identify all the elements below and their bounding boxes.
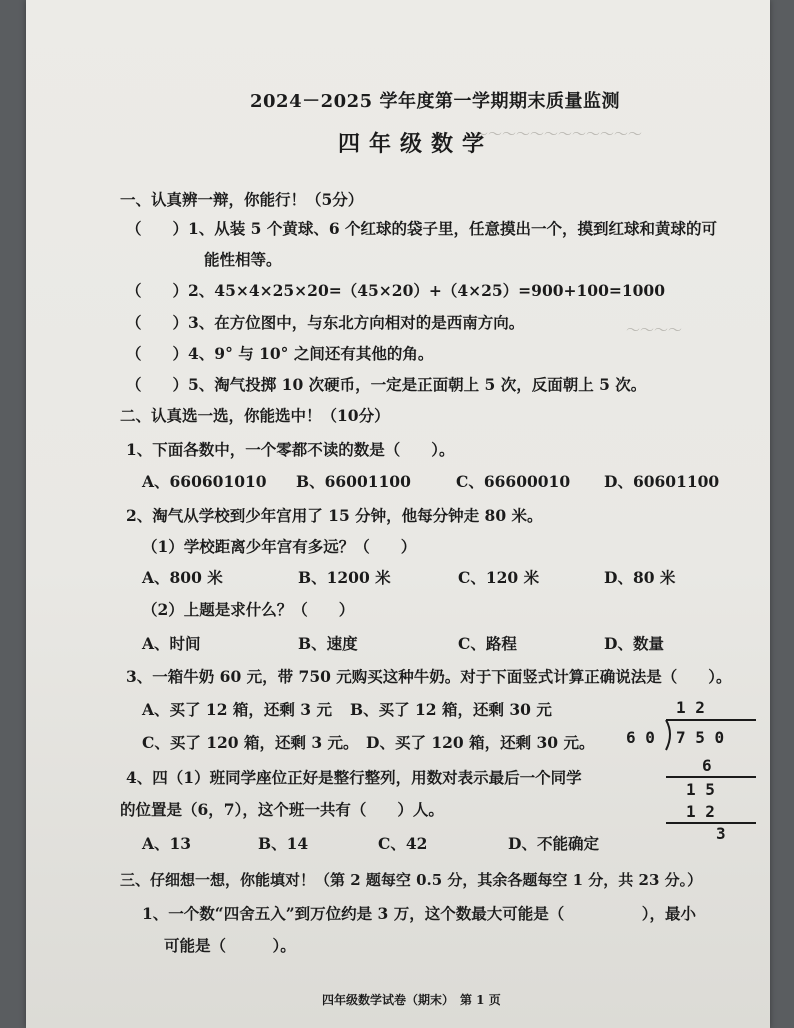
s2-q3-option-d: D、买了 120 箱，还剩 30 元。 bbox=[366, 733, 595, 752]
s2-question-2-2: （2）上题是求什么？（ ） bbox=[142, 600, 355, 619]
s3-question-1: 1、一个数“四舍五入”到万位约是 3 万，这个数最大可能是（ ），最小 bbox=[142, 904, 696, 923]
exam-sheet bbox=[26, 0, 770, 1028]
s2-question-4-cont: 的位置是（6，7），这个班一共有（ ）人。 bbox=[120, 800, 444, 819]
division-line-1 bbox=[666, 776, 756, 778]
s2-q1-option-a: A、660601010 bbox=[142, 472, 267, 491]
s1-question-1-cont: 能性相等。 bbox=[204, 250, 282, 269]
s2-q3-option-c: C、买了 120 箱，还剩 3 元。 bbox=[142, 733, 359, 752]
s2-q2-2-option-a: A、时间 bbox=[142, 634, 201, 653]
s1-question-1: （ ）1、从装 5 个黄球、6 个红球的袋子里，任意摸出一个，摸到红球和黄球的可 bbox=[126, 219, 718, 238]
s2-q2-2-option-b: B、速度 bbox=[298, 634, 358, 653]
page-footer: 四年级数学试卷（期末） 第 1 页 bbox=[322, 993, 501, 1007]
section-3-heading: 三、仔细想一想，你能填对！（第 2 题每空 0.5 分，其余各题每空 1 分，共 23 分。） bbox=[120, 871, 703, 889]
s2-q3-option-a: A、买了 12 箱，还剩 3 元 bbox=[142, 700, 332, 719]
s1-question-2: （ ）2、45×4×25×20=（45×20）+（4×25）=900+100=1000 bbox=[126, 281, 665, 300]
s2-q1-option-d: D、60601100 bbox=[604, 472, 720, 491]
s2-q2-1-option-b: B、1200 米 bbox=[298, 568, 391, 587]
s2-q2-2-option-c: C、路程 bbox=[458, 634, 517, 653]
s2-q2-1-option-d: D、80 米 bbox=[604, 568, 676, 587]
s2-question-2-1: （1）学校距离少年宫有多远？（ ） bbox=[142, 537, 417, 556]
s2-q1-option-c: C、66600010 bbox=[456, 472, 571, 491]
s1-question-4: （ ）4、9° 与 10° 之间还有其他的角。 bbox=[126, 344, 434, 363]
s2-question-3: 3、一箱牛奶 60 元，带 750 元购买这种牛奶。对于下面竖式计算正确说法是（ ）。 bbox=[126, 667, 732, 686]
division-divisor: 6 0 bbox=[626, 728, 655, 747]
s2-q4-option-a: A、13 bbox=[142, 834, 192, 853]
s2-question-2: 2、淘气从学校到少年宫用了 15 分钟，他每分钟走 80 米。 bbox=[126, 506, 543, 525]
s1-question-3: （ ）3、在方位图中，与东北方向相对的是西南方向。 bbox=[126, 313, 525, 332]
s2-question-1: 1、下面各数中，一个零都不读的数是（ ）。 bbox=[126, 440, 455, 459]
exam-title: 2024－2025 学年度第一学期期末质量监测 bbox=[250, 91, 620, 112]
s3-question-1-cont: 可能是（ ）。 bbox=[164, 936, 296, 955]
s2-q4-option-c: C、42 bbox=[378, 834, 428, 853]
division-quotient: 1 2 bbox=[676, 698, 705, 717]
s2-q1-option-b: B、66001100 bbox=[296, 472, 411, 491]
section-1-heading: 一、认真辨一辩，你能行！（5分） bbox=[120, 190, 364, 209]
bleed-through-text: ～～～～ bbox=[626, 323, 682, 339]
s2-question-4: 4、四（1）班同学座位正好是整行整列，用数对表示最后一个同学 bbox=[126, 768, 582, 787]
s2-q4-option-d: D、不能确定 bbox=[508, 834, 599, 853]
s2-q2-1-option-a: A、800 米 bbox=[142, 568, 223, 587]
division-step-2: 1 5 bbox=[686, 780, 715, 799]
s1-question-5: （ ）5、淘气投掷 10 次硬币，一定是正面朝上 5 次，反面朝上 5 次。 bbox=[126, 375, 647, 394]
s2-q2-2-option-d: D、数量 bbox=[604, 634, 664, 653]
s2-q4-option-b: B、14 bbox=[258, 834, 309, 853]
s2-q3-option-b: B、买了 12 箱，还剩 30 元 bbox=[350, 700, 552, 719]
division-dividend: 7 5 0 bbox=[676, 728, 725, 747]
bleed-through-text: ～～～～～～～～～～～～ bbox=[474, 127, 642, 143]
division-remainder: 3 bbox=[716, 824, 726, 843]
s2-q2-1-option-c: C、120 米 bbox=[458, 568, 540, 587]
division-step-3: 1 2 bbox=[686, 802, 715, 821]
exam-subject: 四年级数学 bbox=[338, 131, 494, 157]
division-line-2 bbox=[666, 822, 756, 824]
section-2-heading: 二、认真选一选，你能选中！（10分） bbox=[120, 406, 390, 425]
division-step-1: 6 bbox=[702, 756, 712, 775]
